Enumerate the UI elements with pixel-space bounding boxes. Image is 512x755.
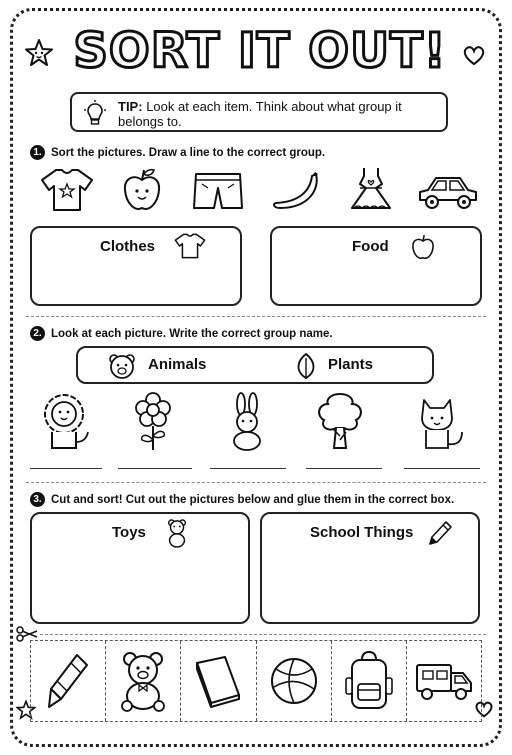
school-things-group-box[interactable]	[260, 512, 480, 624]
shorts-icon[interactable]	[192, 170, 244, 212]
section-3-heading	[30, 492, 454, 507]
cutout-cell-teddy[interactable]	[106, 641, 181, 721]
toys-group-label: Toys	[112, 524, 146, 541]
ball-icon[interactable]	[268, 655, 320, 707]
leaf-icon	[294, 352, 318, 380]
shirt-icon	[174, 232, 206, 260]
animals-word: Animals	[148, 356, 207, 373]
section-1-heading	[30, 145, 325, 160]
cutout-cell-book[interactable]	[181, 641, 256, 721]
t-shirt-icon[interactable]	[40, 166, 94, 214]
answer-line-2[interactable]	[118, 468, 192, 469]
cutout-cell-crayon[interactable]	[31, 641, 106, 721]
cutout-cell-truck[interactable]	[407, 641, 481, 721]
rabbit-icon[interactable]	[224, 392, 270, 452]
food-group-box[interactable]	[270, 226, 482, 306]
book-icon[interactable]	[191, 653, 245, 709]
answer-line-1[interactable]	[30, 468, 102, 469]
tip-text: Look at each item. Think about what group it belongs to.	[118, 99, 402, 129]
tip-label: TIP:	[118, 99, 143, 114]
toy-truck-icon[interactable]	[413, 659, 475, 703]
group-names-bank	[76, 346, 434, 384]
food-group-label: Food	[352, 238, 389, 255]
teddy-bear-icon[interactable]	[115, 650, 171, 712]
tree-icon[interactable]	[312, 390, 368, 452]
small-teddy-icon	[164, 518, 190, 548]
section-2-heading	[30, 326, 333, 341]
bear-face-icon	[108, 352, 136, 380]
section-3-instruction: Cut and sort! Cut out the pictures below and glue them in the correct box.	[51, 493, 455, 506]
crayon-icon[interactable]	[45, 651, 91, 711]
cutout-cell-backpack[interactable]	[332, 641, 407, 721]
banana-icon[interactable]	[270, 170, 326, 212]
answer-line-3[interactable]	[210, 468, 286, 469]
section-2-instruction: Look at each picture. Write the correct group name.	[51, 327, 333, 340]
school-things-group-label: School Things	[310, 524, 414, 541]
toys-group-box[interactable]	[30, 512, 250, 624]
lightbulb-icon	[82, 100, 108, 128]
section-1-number: 1.	[30, 145, 45, 160]
cat-icon[interactable]	[414, 392, 470, 452]
small-apple-icon	[410, 232, 436, 262]
flower-icon[interactable]	[130, 392, 176, 452]
section-1-instruction: Sort the pictures. Draw a line to the correct group.	[51, 146, 326, 159]
pencil-icon	[426, 518, 454, 548]
section-divider-2	[26, 482, 486, 483]
tip-box	[70, 92, 448, 132]
clothes-group-box[interactable]	[30, 226, 242, 306]
lion-icon[interactable]	[38, 392, 94, 452]
cutout-cell-ball[interactable]	[257, 641, 332, 721]
car-icon[interactable]	[416, 170, 480, 214]
plants-word: Plants	[328, 356, 374, 373]
heart-icon	[462, 44, 486, 70]
cutout-strip	[30, 640, 482, 722]
clothes-group-label: Clothes	[100, 238, 156, 255]
backpack-icon[interactable]	[344, 650, 394, 712]
dress-icon[interactable]	[346, 164, 396, 214]
answer-line-5[interactable]	[404, 468, 480, 469]
star-icon	[24, 38, 54, 72]
page-title: SORT IT OUT!	[73, 23, 447, 79]
section-2-number: 2.	[30, 326, 45, 341]
apple-icon[interactable]	[120, 166, 164, 214]
answer-line-4[interactable]	[306, 468, 382, 469]
section-3-number: 3.	[30, 492, 45, 507]
cut-line	[40, 634, 486, 635]
section-divider	[26, 316, 486, 317]
